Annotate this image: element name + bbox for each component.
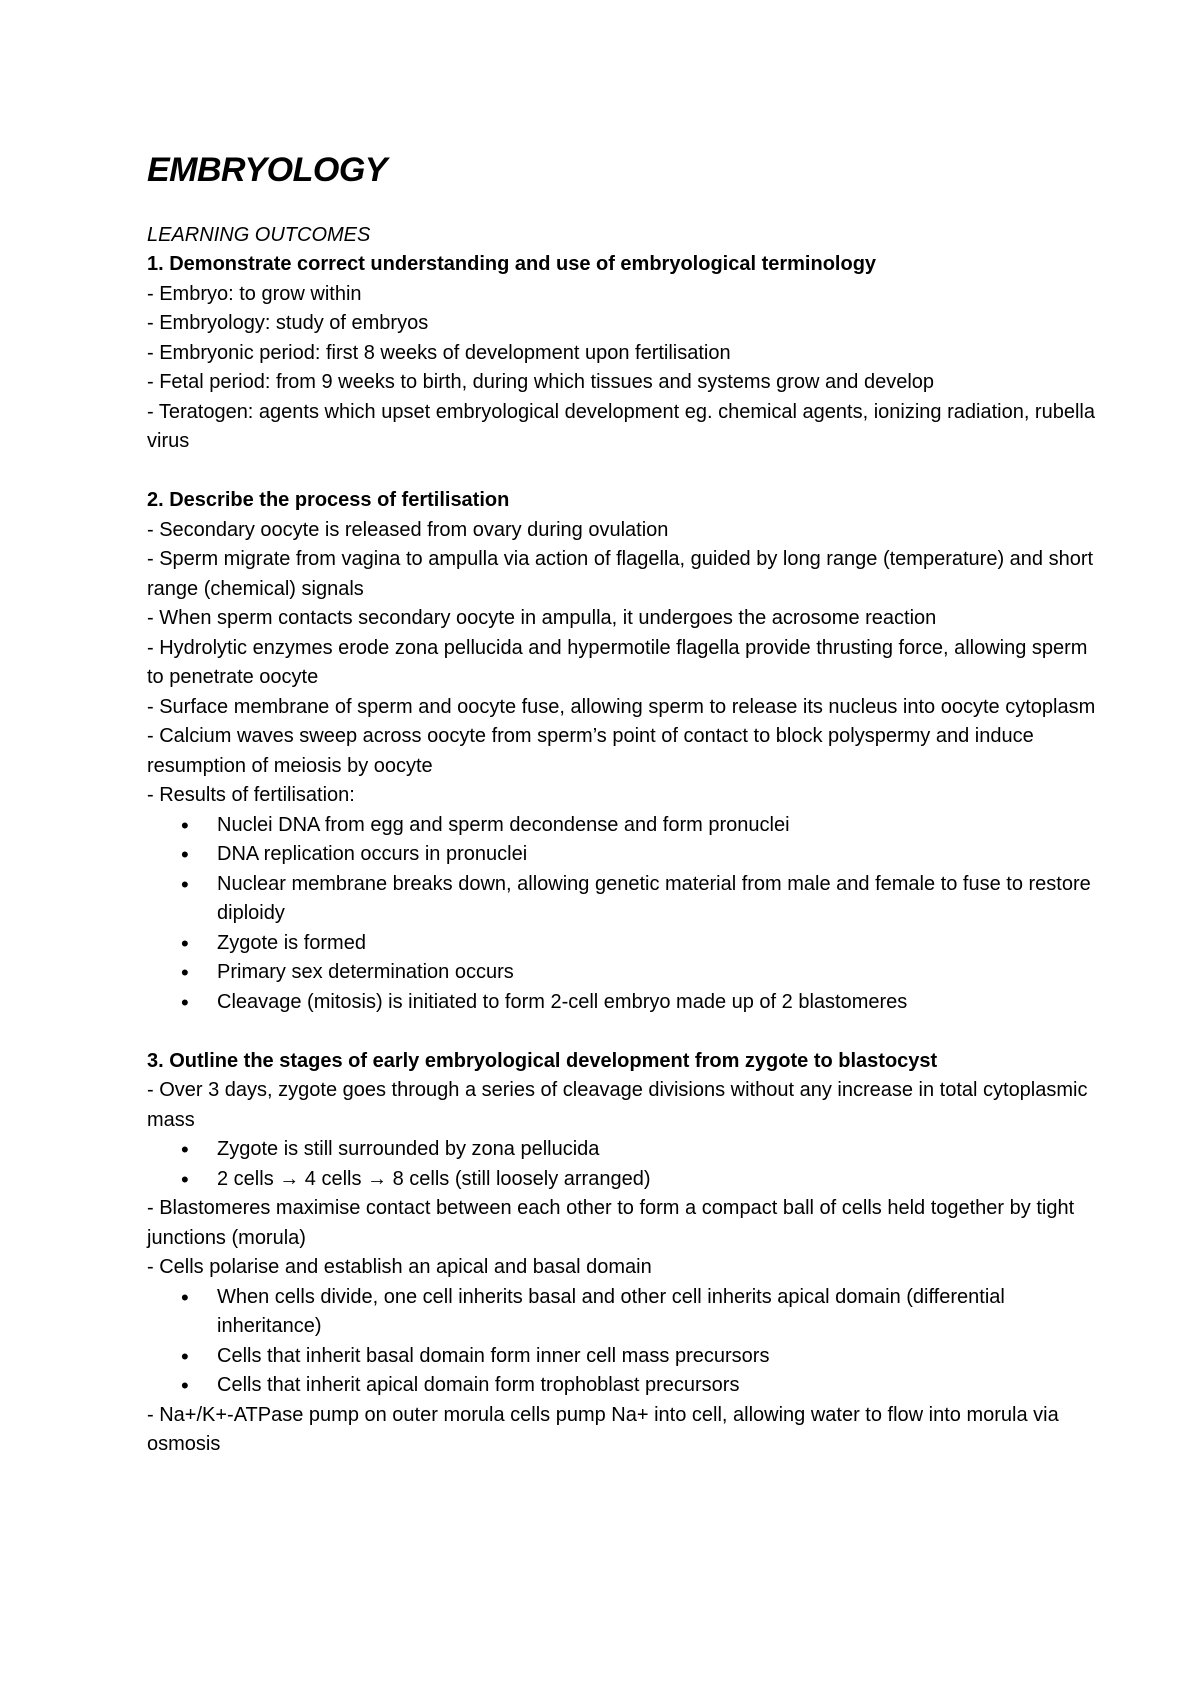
fertilisation-results-list: [147, 811, 1107, 1018]
list-item: • Zygote is formed: [217, 929, 1107, 959]
learning-outcomes-heading: LEARNING OUTCOMES: [147, 224, 371, 246]
list-item: • Nuclei DNA from egg and sperm decondense and form pronuclei: [217, 811, 1107, 841]
section-2-line: - When sperm contacts secondary oocyte in ampulla, it undergoes the acrosome reaction: [147, 607, 937, 629]
document-title: EMBRYOLOGY: [147, 151, 387, 189]
section-1-line: - Embryo: to grow within: [147, 282, 362, 305]
section-2-line: - Sperm migrate from vagina to ampulla via action of flagella, guided by long range (temperature) and short range (chemical) signals: [147, 548, 1094, 600]
paragraph-gap: [147, 457, 1107, 487]
document-page: [147, 148, 1107, 1460]
section-1-line: - Fetal period: from 9 weeks to birth, during which tissues and systems grow and develop: [147, 371, 935, 393]
section-1-line: - Embryonic period: first 8 weeks of development upon fertilisation: [147, 341, 731, 364]
section-1-heading: 1. Demonstrate correct understanding and use of embryological terminology: [147, 253, 877, 275]
list-item: • 2 cells → 4 cells → 8 cells (still loosely arranged): [217, 1165, 1107, 1195]
list-item: • Cells that inherit apical domain form trophoblast precursors: [217, 1371, 1107, 1401]
paragraph-gap: [147, 1017, 1107, 1047]
section-3-line: - Over 3 days, zygote goes through a series of cleavage divisions without any increase in total cytoplasmic mass: [147, 1079, 1088, 1131]
polarisation-list: [147, 1283, 1107, 1401]
section-3-line: - Na+/K+-ATPase pump on outer morula cells pump Na+ into cell, allowing water to flow into morula via osmosis: [147, 1403, 1059, 1455]
section-2-heading: 2. Describe the process of fertilisation: [147, 489, 510, 511]
list-item: • DNA replication occurs in pronuclei: [217, 840, 1107, 870]
section-1-line: - Embryology: study of embryos: [147, 312, 429, 334]
section-2-line: - Secondary oocyte is released from ovary during ovulation: [147, 518, 669, 541]
section-2-line: - Results of fertilisation:: [147, 784, 355, 806]
list-item: • Zygote is still surrounded by zona pellucida: [217, 1135, 1107, 1165]
cleavage-list: [147, 1135, 1107, 1194]
section-2-line: - Hydrolytic enzymes erode zona pellucida and hypermotile flagella provide thrusting force, allowing sperm to penetrate oocyte: [147, 636, 1088, 688]
list-item: • Nuclear membrane breaks down, allowing genetic material from male and female to fuse to restore diploidy: [217, 870, 1107, 929]
list-item: • Primary sex determination occurs: [217, 958, 1107, 988]
section-3-line: - Blastomeres maximise contact between each other to form a compact ball of cells held together by tight junctions (morula): [147, 1197, 1075, 1249]
section-3-heading: 3. Outline the stages of early embryological development from zygote to blastocyst: [147, 1049, 938, 1072]
list-item: • Cleavage (mitosis) is initiated to form 2-cell embryo made up of 2 blastomeres: [217, 988, 1107, 1018]
section-1-line: - Teratogen: agents which upset embryological development eg. chemical agents, ionizing radiation, rubella virus: [147, 400, 1095, 452]
section-3-line: - Cells polarise and establish an apical and basal domain: [147, 1256, 652, 1278]
list-item: • When cells divide, one cell inherits basal and other cell inherits apical domain (differential inheritance): [217, 1283, 1107, 1342]
list-item: • Cells that inherit basal domain form inner cell mass precursors: [217, 1342, 1107, 1372]
section-2-line: - Surface membrane of sperm and oocyte fuse, allowing sperm to release its nucleus into oocyte cytoplasm: [147, 695, 1096, 718]
section-2-line: - Calcium waves sweep across oocyte from sperm’s point of contact to block polyspermy and induce resumption of meiosis by oocyte: [147, 725, 1034, 777]
